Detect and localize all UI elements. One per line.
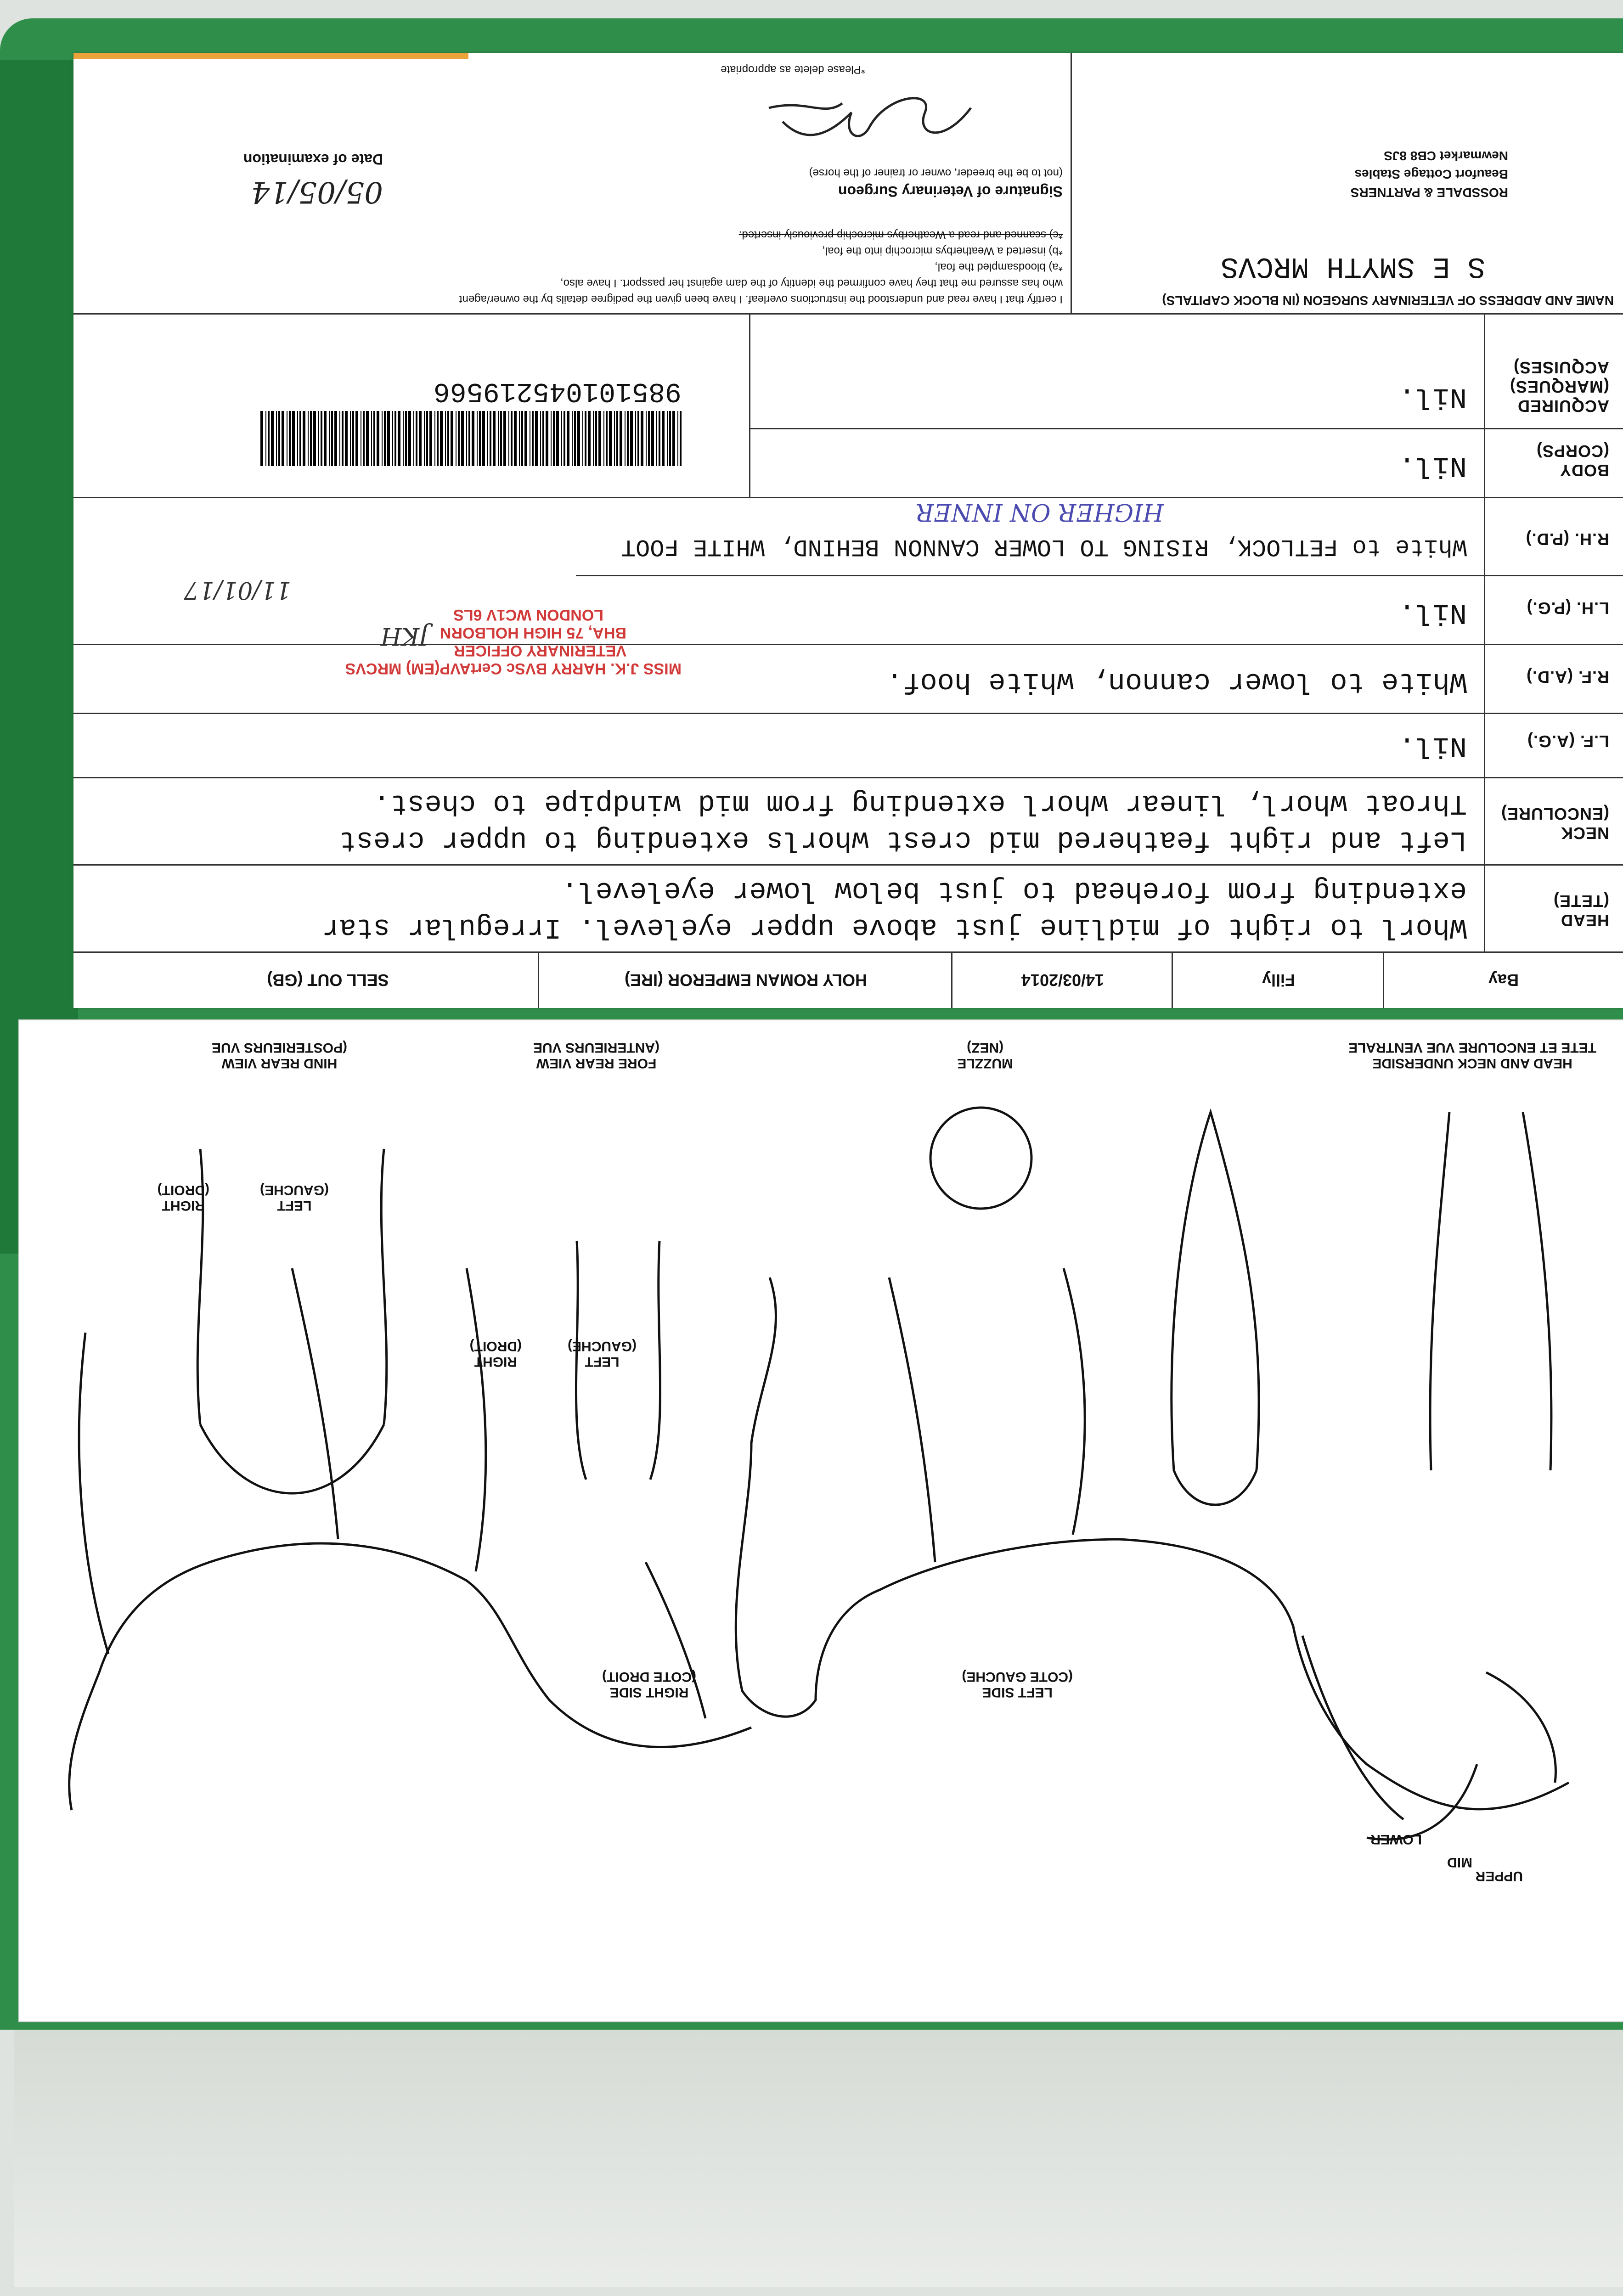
hind-left-text: LEFT xyxy=(277,1198,312,1213)
signature-label: Signature of Veterinary Surgeon xyxy=(838,183,1063,200)
header-divider-4 xyxy=(538,953,539,1008)
fore-left-label xyxy=(568,1338,637,1369)
microchip-number: 985101045219566 xyxy=(433,375,682,406)
neck-row-line xyxy=(73,777,1623,778)
head-neck-underside-label xyxy=(1348,1040,1596,1071)
neck-row-label xyxy=(1501,804,1609,843)
hind-right-text: RIGHT xyxy=(162,1198,205,1213)
fore-rear-view-fr: (ANTERIEURS VUE xyxy=(533,1040,659,1055)
left-side-horse-outline xyxy=(736,1268,1569,1840)
handwritten-amendment: HIGHER ON INNER xyxy=(916,498,1164,526)
right-side-label-fr: (COTE DROIT) xyxy=(602,1669,696,1684)
fore-right-label xyxy=(470,1338,522,1369)
microchip-barcode xyxy=(259,411,682,466)
body-description: Nil. xyxy=(1398,450,1467,482)
colour-cell: Bay xyxy=(1488,971,1519,990)
lf-description: Nil. xyxy=(1398,730,1467,762)
sex-cell: Filly xyxy=(1262,971,1296,990)
hind-rear-view-label xyxy=(212,1040,347,1071)
identification-form xyxy=(73,53,1623,1008)
dob-cell: 14/03/2014 xyxy=(1021,971,1105,990)
left-side-label-fr: (COTE GAUCHE) xyxy=(962,1669,1073,1684)
acquired-description: Nil. xyxy=(1398,381,1467,413)
form-orange-strip xyxy=(73,53,468,59)
acquired-label-sub: (MARQUES) ACQUISES) xyxy=(1510,358,1609,396)
stamp-initials: JKH xyxy=(380,622,429,650)
head-row-line xyxy=(73,864,1623,866)
exam-date-label: Date of examination xyxy=(243,151,383,168)
stamp-line4: LONDON WC1V 6LS xyxy=(453,606,603,624)
acquired-row-label xyxy=(1490,358,1609,416)
vet-signature xyxy=(750,80,980,163)
header-divider-1 xyxy=(1383,953,1384,1008)
head-front-view xyxy=(1172,1112,1259,1505)
fore-rear-view-label xyxy=(533,1040,659,1071)
hind-left-label xyxy=(260,1182,329,1213)
rh-row-line xyxy=(73,497,1623,498)
vet-name: S E SMYTH MRCVS xyxy=(1220,249,1485,282)
vet-practice-line2: Beaufort Cottage Stables xyxy=(1354,167,1508,181)
vet-practice-line1: ROSSDALE & PARTNERS xyxy=(1350,186,1508,200)
body-row-label xyxy=(1536,441,1609,480)
hind-right-label xyxy=(158,1182,209,1213)
certify-text: I certify that I have read and understood the instructions overleaf. I have been given the pedigree details by the owner/agent xyxy=(459,293,1063,305)
head-row-label xyxy=(1553,891,1609,930)
neck-upper-label: UPPER xyxy=(1475,1868,1523,1884)
cert-option-b: *b) inserted a Weatherbys microchip into the foal, xyxy=(822,245,1063,257)
muzzle-text: MUZZLE xyxy=(957,1056,1013,1071)
acquired-label-text: ACQUIRED xyxy=(1517,397,1609,416)
stamp-date: 11/01/17 xyxy=(184,576,291,604)
cert-option-a: *a) bloodsampled the foal, xyxy=(935,261,1063,273)
head-neck-underside-fr: TETE ET ENCOLURE VUE VENTRALE xyxy=(1348,1040,1596,1055)
neck-lower-label: LOWER xyxy=(1370,1832,1422,1847)
lh-description: Nil. xyxy=(1398,597,1467,629)
certify-text-2: who has assured me that they have confirmed the identity of the dam against her passport. I have also, xyxy=(560,277,1063,289)
muzzle-label xyxy=(957,1040,1013,1071)
fore-right-text: RIGHT xyxy=(474,1354,518,1369)
head-label-text: HEAD xyxy=(1560,911,1609,930)
delete-note: *Please delete as appropriate xyxy=(721,63,865,76)
vet-practice-line3: Newmarket CB8 8JS xyxy=(1384,149,1508,163)
hind-right-fr: (DROIT) xyxy=(157,1182,209,1198)
stamp-line1: MISS J.K. HARRY BVSc CertAVP(EM) MRCVS xyxy=(345,660,682,677)
neck-description-line2: Throat whorl, linear whorl extending from mid windpipe to chest. xyxy=(373,787,1467,820)
neck-mid-label: MID xyxy=(1447,1855,1472,1870)
fore-right-fr: (DROIT) xyxy=(469,1339,522,1354)
header-divider-2 xyxy=(1172,953,1173,1008)
body-label-sub: (CORPS) xyxy=(1536,442,1609,461)
body-row-line xyxy=(750,428,1623,429)
muzzle-fr: (NEZ) xyxy=(967,1040,1004,1055)
vet-heading: NAME AND ADDRESS OF VETERINARY SURGEON (IN BLOCK CAPITALS) xyxy=(1162,293,1614,308)
rf-row-line xyxy=(73,644,1623,645)
stamp-line3: BHA, 75 HIGH HOLBORN xyxy=(440,624,626,642)
right-side-horse-outline xyxy=(69,1268,751,1810)
head-label-sub: (TETE) xyxy=(1553,892,1609,911)
cert-option-c: *c) scanned and read a Weatherbys microchip previously inserted. xyxy=(738,229,1063,241)
fore-rear-view-text: FORE REAR VIEW xyxy=(536,1056,657,1071)
header-divider-3 xyxy=(951,953,952,1008)
signature-note: (not to be the breeder, owner or trainer of the horse) xyxy=(809,167,1063,179)
dam-cell: SELL OUT (GB) xyxy=(267,971,389,990)
exam-date: 05/05/14 xyxy=(251,175,383,209)
fore-left-text: LEFT xyxy=(585,1354,620,1369)
lh-row-line xyxy=(576,575,1623,576)
right-side-label xyxy=(602,1669,696,1700)
neck-underside-view xyxy=(1430,1112,1551,1470)
lh-row-label: L.H. (P.G.) xyxy=(1526,599,1609,618)
header-row-line xyxy=(73,951,1623,953)
lf-row-line xyxy=(73,713,1623,714)
body-label-text: BODY xyxy=(1559,461,1609,480)
horse-outline-diagrams xyxy=(19,1020,1623,2021)
stamp-line2: VETERINARY OFFICER xyxy=(454,642,626,659)
rf-row-label: R.F. (A.D.) xyxy=(1526,668,1609,687)
hind-left-fr: (GAUCHE) xyxy=(260,1182,329,1198)
vet-section-divider xyxy=(1071,53,1072,315)
right-side-label-text: RIGHT SIDE xyxy=(609,1685,689,1700)
muzzle-outline xyxy=(930,1108,1031,1209)
neck-label-sub: (ENCOLURE) xyxy=(1501,805,1609,823)
head-description-line2: extending from forehead to just below lower eyelevel. xyxy=(561,874,1467,907)
hind-rear-view-fr: (POSTERIEURS VUE xyxy=(211,1040,347,1055)
rh-description: White to FETLOCK, RISING TO LOWER CANNON BEHIND, WHITE FOOT xyxy=(621,533,1467,560)
neck-description-line1: Left and right feathered mid crest whorls extending to upper crest xyxy=(339,824,1467,856)
left-side-label-text: LEFT SIDE xyxy=(982,1685,1053,1700)
head-neck-underside-text: HEAD AND NECK UNDERSIDE xyxy=(1372,1056,1572,1071)
head-description-line1: Whorl to right of midline just above upper eyelevel. Irregular star xyxy=(322,911,1467,944)
neck-label-text: NECK xyxy=(1560,824,1609,843)
hind-rear-view-text: HIND REAR VIEW xyxy=(221,1056,338,1071)
plastic-sleeve xyxy=(14,2030,1623,2287)
rf-description: White to lower cannon, white hoof. xyxy=(885,665,1467,698)
acquired-row-line xyxy=(73,313,1623,315)
label-column-divider xyxy=(1484,315,1485,953)
barcode-divider xyxy=(749,315,750,498)
rh-row-label: R.H. (P.D.) xyxy=(1525,530,1609,549)
lf-row-label: L.F. (A.G.) xyxy=(1527,732,1609,751)
markings-diagram-page xyxy=(18,1019,1623,2022)
sire-cell: HOLY ROMAN EMPEROR (IRE) xyxy=(624,971,868,990)
left-side-label xyxy=(962,1669,1073,1700)
fore-left-fr: (GAUCHE) xyxy=(568,1339,637,1354)
